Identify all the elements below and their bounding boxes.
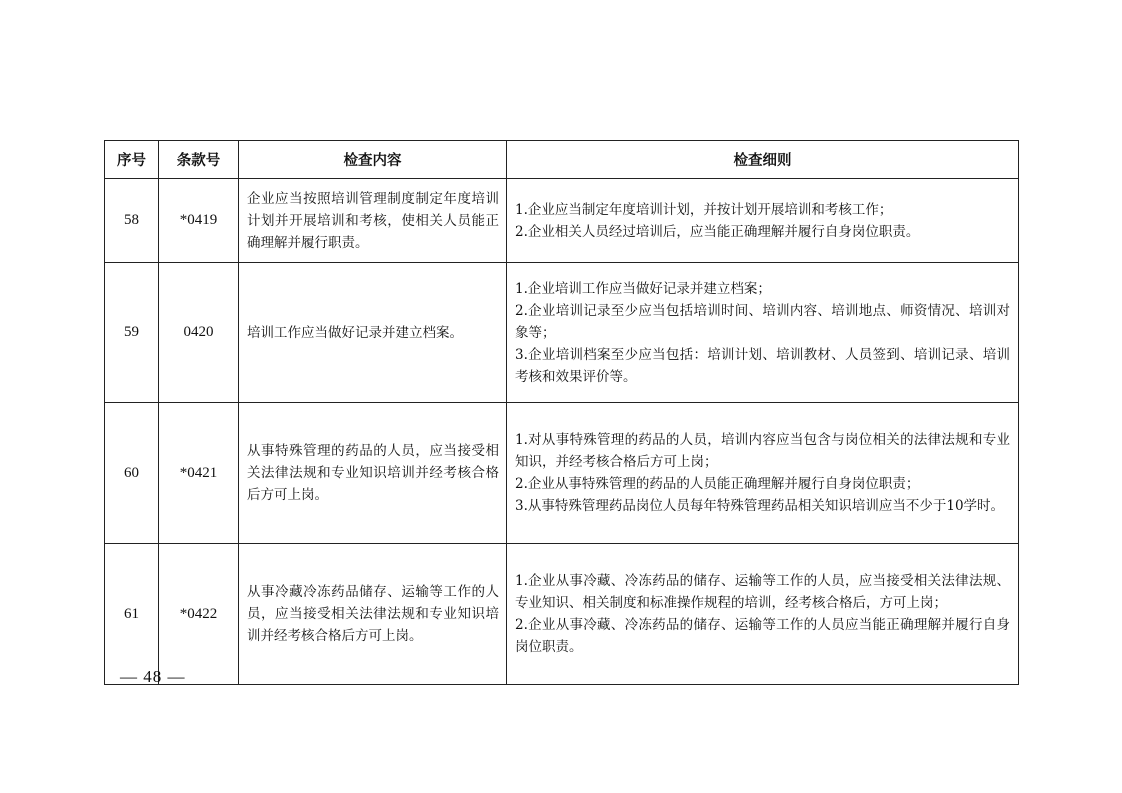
row-seq: 60 xyxy=(105,403,159,544)
detail-item: 2.企业培训记录至少应当包括培训时间、培训内容、培训地点、师资情况、培训对象等； xyxy=(515,302,1010,341)
detail-item: 2.企业相关人员经过培训后，应当能正确理解并履行自身岗位职责。 xyxy=(515,223,920,240)
detail-item: 2.企业从事特殊管理的药品的人员能正确理解并履行自身岗位职责； xyxy=(515,476,920,492)
row-content: 企业应当按照培训管理制度制定年度培训计划并开展培训和考核，使相关人员能正确理解并履行职责。 xyxy=(239,179,507,263)
row-detail xyxy=(507,403,1019,544)
row-clause: *0422 xyxy=(159,544,239,685)
row-content: 从事冷藏冷冻药品储存、运输等工作的人员，应当接受相关法律法规和专业知识培训并经考核合格后方可上岗。 xyxy=(239,544,507,685)
table-row xyxy=(105,544,1019,685)
inspection-table xyxy=(104,140,1019,685)
row-seq: 59 xyxy=(105,263,159,403)
table-row xyxy=(105,179,1019,263)
row-clause: *0421 xyxy=(159,403,239,544)
page-number: — 48 — xyxy=(120,667,186,686)
row-detail xyxy=(507,263,1019,403)
row-content: 培训工作应当做好记录并建立档案。 xyxy=(239,263,507,403)
header-content: 检查内容 xyxy=(239,141,507,179)
table-header-row xyxy=(105,141,1019,179)
row-clause: 0420 xyxy=(159,263,239,403)
header-seq: 序号 xyxy=(105,141,159,179)
detail-item: 1.企业从事冷藏、冷冻药品的储存、运输等工作的人员，应当接受相关法律法规、专业知识、相关制度和标准操作规程的培训，经考核合格后，方可上岗； xyxy=(515,573,1010,611)
row-seq: 61 xyxy=(105,544,159,685)
row-seq: 58 xyxy=(105,179,159,263)
table-row xyxy=(105,403,1019,544)
row-clause: *0419 xyxy=(159,179,239,263)
row-detail xyxy=(507,179,1019,263)
detail-item: 1.企业培训工作应当做好记录并建立档案； xyxy=(515,280,771,297)
header-detail: 检查细则 xyxy=(507,141,1019,179)
row-detail xyxy=(507,544,1019,685)
detail-item: 1.企业应当制定年度培训计划，并按计划开展培训和考核工作； xyxy=(515,201,893,218)
detail-item: 3.企业培训档案至少应当包括：培训计划、培训教材、人员签到、培训记录、培训考核和效果评价等。 xyxy=(515,346,1010,385)
detail-item: 1.对从事特殊管理的药品的人员，培训内容应当包含与岗位相关的法律法规和专业知识，并经考核合格后方可上岗； xyxy=(515,432,1010,470)
table-row xyxy=(105,263,1019,403)
detail-item: 3.从事特殊管理药品岗位人员每年特殊管理药品相关知识培训应当不少于10学时。 xyxy=(515,498,1005,514)
detail-item: 2.企业从事冷藏、冷冻药品的储存、运输等工作的人员应当能正确理解并履行自身岗位职责。 xyxy=(515,617,1010,655)
row-content: 从事特殊管理的药品的人员，应当接受相关法律法规和专业知识培训并经考核合格后方可上岗。 xyxy=(239,403,507,544)
header-clause: 条款号 xyxy=(159,141,239,179)
